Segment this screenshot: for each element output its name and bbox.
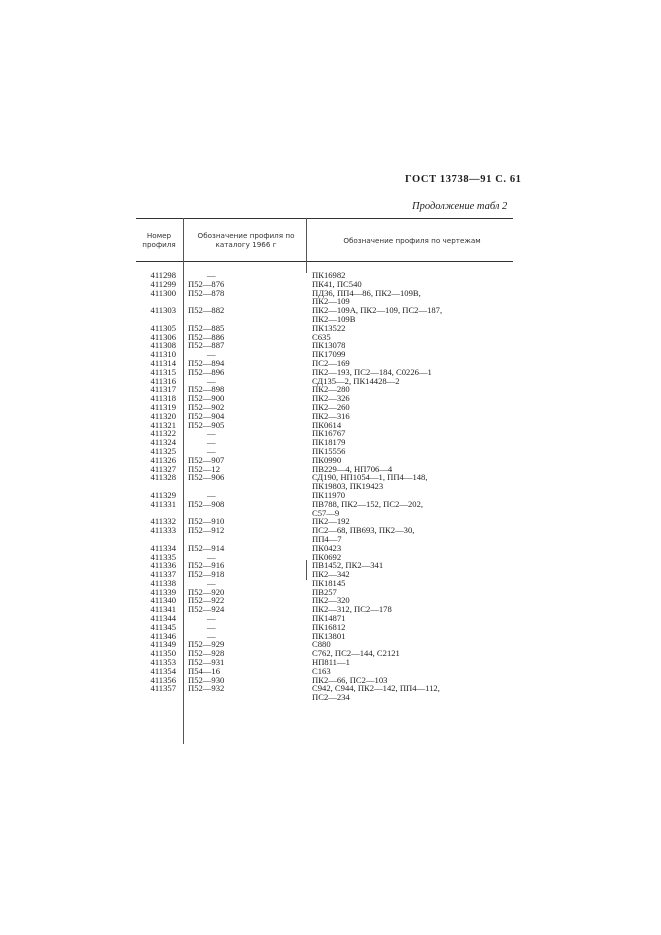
drawing-designation: ПК14871	[312, 613, 346, 624]
profile-number: 411324	[150, 437, 176, 448]
drawing-designation: ПК16767	[312, 428, 346, 439]
catalog-designation: П52—910	[188, 516, 225, 527]
drawing-designation: ПК0423	[312, 542, 342, 553]
profile-number: 411322	[150, 428, 176, 439]
catalog-designation: П52—907	[188, 454, 225, 465]
catalog-designation: П52—930	[188, 674, 225, 685]
profile-number: 411326	[150, 454, 176, 465]
drawing-designation: ПК2—326	[312, 393, 350, 404]
profile-number: 411314	[150, 357, 176, 368]
profile-number: 411308	[150, 340, 176, 351]
drawing-designation: ПК13078	[312, 340, 346, 351]
table-row	[0, 473, 661, 491]
drawing-designation: ПК13522	[312, 322, 346, 333]
catalog-designation: П52—878	[188, 287, 225, 298]
drawing-designation: ПК0692	[312, 551, 342, 562]
catalog-designation: П52—912	[188, 525, 225, 536]
drawing-designation: ПК13801	[312, 630, 346, 641]
column-header-catalog: Обозначение профиля по каталогу 1966 г	[197, 231, 295, 249]
drawing-designation: ПВ788, ПК2—152, ПС2—202, С57—9	[312, 498, 424, 518]
catalog-designation: —	[207, 613, 216, 624]
drawing-designation: СД135—2, ПК14428—2	[312, 375, 400, 386]
drawing-designation: ПК2—193, ПС2—184, С0226—1	[312, 366, 432, 377]
catalog-designation: П52—916	[188, 560, 225, 571]
catalog-designation: П52—922	[188, 595, 225, 606]
drawing-designation: СД190, НП1054—1, ПП4—148, ПК19803, ПК19423	[312, 472, 428, 492]
catalog-designation: П52—924	[188, 604, 225, 615]
profile-number: 411317	[150, 384, 176, 395]
drawing-designation: ПК15556	[312, 445, 346, 456]
catalog-designation: П52—898	[188, 384, 225, 395]
table-top-rule	[136, 218, 513, 219]
profile-number: 411333	[150, 525, 176, 536]
column-divider-2	[306, 218, 307, 273]
profile-number: 411346	[150, 630, 176, 641]
catalog-designation: П52—928	[188, 648, 225, 659]
drawing-designation: ПК2—320	[312, 595, 350, 606]
profile-number: 411316	[150, 375, 176, 386]
catalog-designation: П52—920	[188, 586, 225, 597]
profile-number: 411340	[150, 595, 176, 606]
table-header-rule	[136, 261, 513, 262]
drawing-designation: ПК2—342	[312, 569, 350, 580]
profile-number: 411336	[150, 560, 176, 571]
drawing-designation: ПК16812	[312, 621, 346, 632]
drawing-designation: ПК2—260	[312, 401, 350, 412]
profile-number: 411321	[150, 419, 176, 430]
profile-number: 411354	[150, 665, 176, 676]
profile-number: 411345	[150, 621, 176, 632]
drawing-designation: ПК0614	[312, 419, 342, 430]
drawing-designation: ПК16982	[312, 270, 346, 280]
profile-number: 411310	[150, 349, 176, 360]
drawing-designation: ПВ257	[312, 586, 337, 597]
catalog-designation: П52—905	[188, 419, 225, 430]
column-header-number: Номер профиля	[142, 231, 176, 249]
profile-number: 411299	[150, 278, 176, 289]
profile-number: 411339	[150, 586, 176, 597]
drawing-designation: ПК18145	[312, 577, 346, 588]
table-body	[0, 271, 661, 702]
profile-number: 411306	[150, 331, 176, 342]
catalog-designation: П52—886	[188, 331, 225, 342]
profile-number: 411334	[150, 542, 176, 553]
profile-number: 411298	[150, 270, 176, 280]
catalog-designation: —	[207, 428, 216, 439]
catalog-designation: —	[207, 630, 216, 641]
drawing-designation: ПК41, ПС540	[312, 278, 362, 289]
catalog-designation: П52—931	[188, 657, 225, 668]
catalog-designation: П52—918	[188, 569, 225, 580]
catalog-designation: —	[207, 375, 216, 386]
catalog-designation: —	[207, 551, 216, 562]
catalog-designation: П52—914	[188, 542, 225, 553]
profile-number: 411329	[150, 489, 176, 500]
catalog-designation: —	[207, 577, 216, 588]
catalog-designation: —	[207, 349, 216, 360]
catalog-designation: П52—904	[188, 410, 225, 421]
drawing-designation: ПК0990	[312, 454, 342, 465]
profile-number: 411320	[150, 410, 176, 421]
catalog-designation: П52—882	[188, 305, 225, 316]
catalog-designation: П52—894	[188, 357, 225, 368]
catalog-designation: П52—902	[188, 401, 225, 412]
column-header-drawing: Обозначение профиля по чертежам	[343, 236, 481, 245]
profile-number: 411350	[150, 648, 176, 659]
profile-number: 411305	[150, 322, 176, 333]
drawing-designation: НП811—1	[312, 657, 350, 668]
profile-number: 411332	[150, 516, 176, 527]
drawing-designation: ПД36, ПП4—86, ПК2—109В, ПК2—109	[312, 287, 421, 307]
catalog-designation: П52—896	[188, 366, 225, 377]
table-row	[0, 306, 661, 324]
profile-number: 411315	[150, 366, 176, 377]
catalog-designation: П52—885	[188, 322, 225, 333]
drawing-designation: С880	[312, 639, 331, 650]
drawing-designation: ПС2—169	[312, 357, 350, 368]
table-row	[0, 500, 661, 518]
profile-number: 411303	[150, 305, 176, 316]
drawing-designation: ПК2—66, ПС2—103	[312, 674, 388, 685]
profile-number: 411300	[150, 287, 176, 298]
catalog-designation: —	[207, 445, 216, 456]
profile-number: 411356	[150, 674, 176, 685]
profile-number: 411341	[150, 604, 176, 615]
page-header: ГОСТ 13738—91 С. 61	[405, 174, 522, 185]
catalog-designation: П52—900	[188, 393, 225, 404]
catalog-designation: П52—906	[188, 472, 225, 483]
table-row	[0, 526, 661, 544]
table-row	[0, 289, 661, 307]
profile-number: 411353	[150, 657, 176, 668]
drawing-designation: ПК2—109А, ПК2—109, ПС2—187, ПК2—109В	[312, 305, 443, 324]
profile-number: 411338	[150, 577, 176, 588]
profile-number: 411357	[150, 683, 176, 694]
drawing-designation: ПК2—312, ПС2—178	[312, 604, 392, 615]
drawing-designation: ПК2—316	[312, 410, 350, 421]
catalog-designation: П52—12	[188, 463, 220, 474]
profile-number: 411335	[150, 551, 176, 562]
catalog-designation: П52—908	[188, 498, 225, 509]
catalog-designation: —	[207, 489, 216, 500]
profile-number: 411344	[150, 613, 176, 624]
catalog-designation: П54—16	[188, 665, 220, 676]
profile-number: 411337	[150, 569, 176, 580]
profile-number: 411328	[150, 472, 176, 483]
drawing-designation: С942, С944, ПК2—142, ПП4—112, ПС2—234	[312, 683, 440, 703]
catalog-designation: —	[207, 270, 216, 280]
profile-number: 411349	[150, 639, 176, 650]
catalog-designation: —	[207, 437, 216, 448]
table-continuation-caption: Продолжение табл 2	[412, 201, 508, 212]
drawing-designation: С762, ПС2—144, С2121	[312, 648, 400, 659]
drawing-designation: ПК18179	[312, 437, 346, 448]
profile-number: 411325	[150, 445, 176, 456]
profile-number: 411319	[150, 401, 176, 412]
catalog-designation: П52—887	[188, 340, 225, 351]
profile-number: 411331	[150, 498, 176, 509]
catalog-designation: —	[207, 621, 216, 632]
drawing-designation: ПК2—280	[312, 384, 350, 395]
drawing-designation: ПК2—192	[312, 516, 350, 527]
profile-number: 411327	[150, 463, 176, 474]
catalog-designation: П52—929	[188, 639, 225, 650]
catalog-designation: П52—932	[188, 683, 225, 694]
drawing-designation: ПК17099	[312, 349, 346, 360]
table-row	[0, 684, 661, 702]
drawing-designation: ПС2—68, ПВ693, ПК2—30, ПП4—7	[312, 525, 415, 544]
catalog-designation: П52—876	[188, 278, 225, 289]
drawing-designation: ПВ1452, ПК2—341	[312, 560, 384, 571]
profile-number: 411318	[150, 393, 176, 404]
drawing-designation: С163	[312, 665, 331, 676]
drawing-designation: ПВ229—4, НП706—4	[312, 463, 393, 474]
drawing-designation: ПК11970	[312, 489, 346, 500]
drawing-designation: С635	[312, 331, 331, 342]
